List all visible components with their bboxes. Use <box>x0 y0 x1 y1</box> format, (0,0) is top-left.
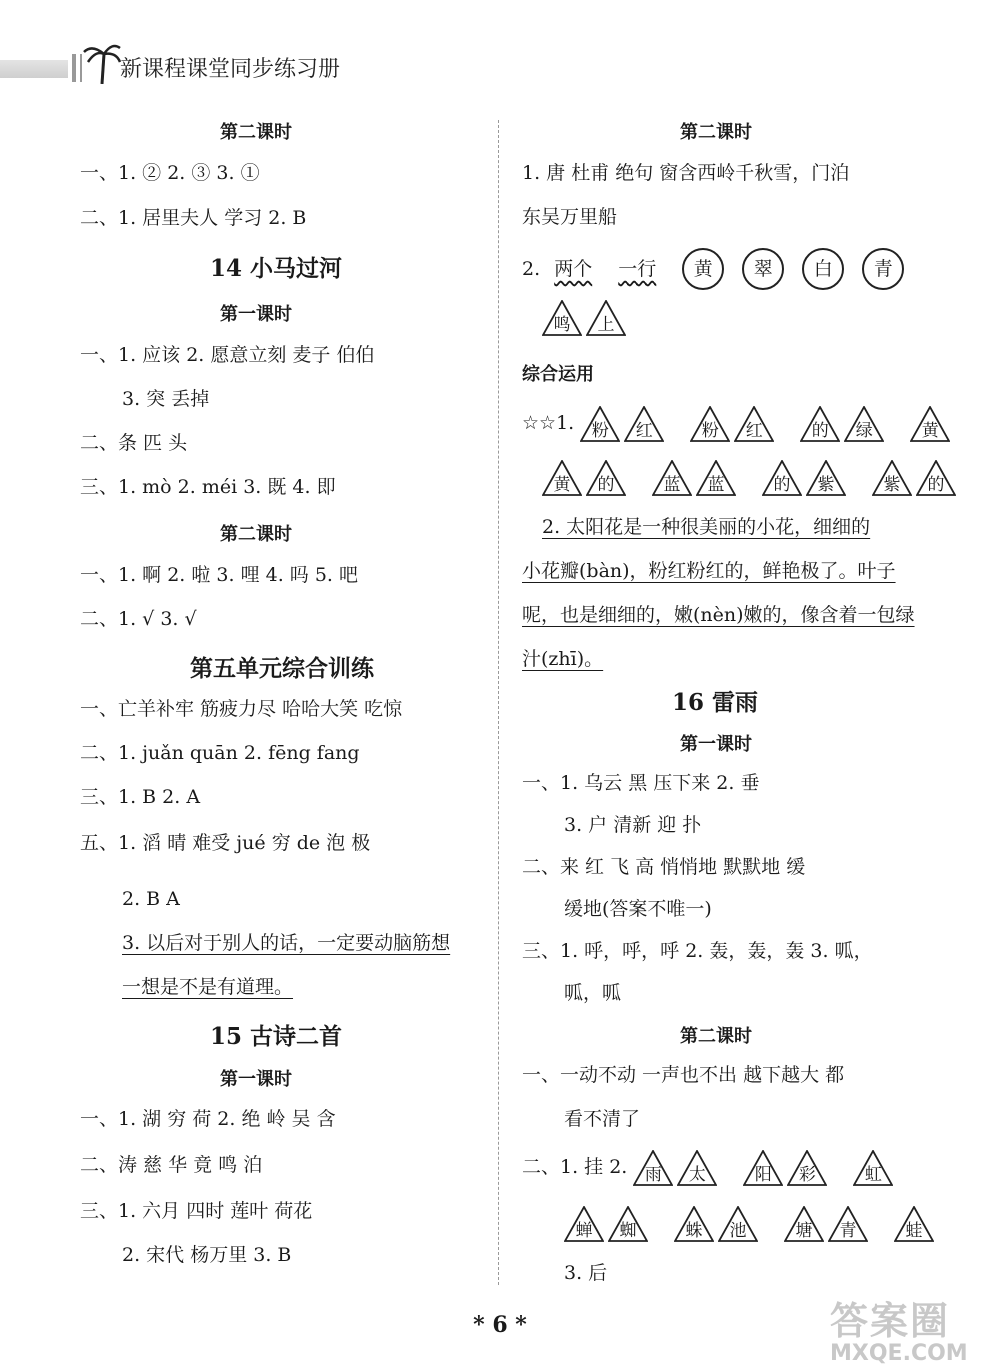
answer-row: 3. 以后对于别人的话，一定要动脑筋想 <box>122 932 451 954</box>
answer-row: 一、1. 啊 2. 啦 3. 哩 4. 吗 5. 吧 <box>80 564 358 586</box>
triangled-word: 虹 <box>864 1165 882 1185</box>
circled-word: 青 <box>862 248 904 290</box>
section-heading: 第二课时 <box>680 122 752 143</box>
answer-row: 3. 户 清新 迎 扑 <box>564 814 702 836</box>
sentence: 2. 太阳花是一种很美丽的小花，细细的 <box>542 516 871 538</box>
triangled-word: 蝉 <box>575 1221 593 1241</box>
answer-row: 三、1. mò 2. méi 3. 既 4. 即 <box>80 476 336 498</box>
triangle-box <box>894 1206 934 1242</box>
item-number: 二、1. 挂 2. <box>522 1156 628 1178</box>
answer-row: 二、1. juǎn quān 2. fēng fang <box>80 742 360 764</box>
triangle-box <box>633 1150 673 1186</box>
section-heading: 第一课时 <box>220 304 292 325</box>
answer-row: 汁(zhī)。 <box>522 648 604 670</box>
triangled-word: 黄 <box>921 421 939 441</box>
triangled-word: 粉 <box>591 421 609 441</box>
answer-row: 三、1. B 2. A <box>80 786 201 808</box>
triangled-word: 红 <box>745 421 763 441</box>
triangle-box <box>784 1206 824 1242</box>
word: 一行 <box>618 258 657 280</box>
section-heading: 第二课时 <box>220 122 292 143</box>
triangled-word: 黄 <box>553 475 571 495</box>
header-bar <box>0 60 68 78</box>
triangle-box <box>542 300 582 336</box>
section-heading: 综合运用 <box>522 364 594 385</box>
triangle-box <box>690 406 730 442</box>
triangled-word: 紫 <box>817 475 835 495</box>
header-rule <box>72 54 76 82</box>
circled-word: 翠 <box>742 248 784 290</box>
triangle-box <box>718 1206 758 1242</box>
answer-row: 呱，呱 <box>564 982 622 1004</box>
triangle-box <box>586 300 626 336</box>
triangle-box <box>564 1206 604 1242</box>
triangle-box <box>743 1150 783 1186</box>
item-number: ☆☆1. <box>522 412 575 434</box>
section-heading: 第一课时 <box>220 1069 292 1090</box>
triangled-words <box>542 306 652 335</box>
triangle-box <box>787 1150 827 1186</box>
triangle-box <box>674 1206 714 1242</box>
watermark-logo <box>830 1290 1000 1370</box>
answer-row: 缓地(答案不唯一) <box>564 898 712 920</box>
answer-row: 二、1. 居里夫人 学习 2. B <box>80 207 307 229</box>
triangle-box <box>608 1206 648 1242</box>
page-number: * 6 * <box>473 1312 527 1338</box>
answer-row: 二、条 匹 头 <box>80 432 188 454</box>
triangle-box <box>734 406 774 442</box>
triangle-box <box>677 1150 717 1186</box>
answer-row: 二、来 红 飞 高 悄悄地 默默地 缓 <box>522 856 806 878</box>
circled-word: 黄 <box>682 248 724 290</box>
triangle-box <box>844 406 884 442</box>
triangle-box <box>624 406 664 442</box>
triangled-word: 雨 <box>644 1165 662 1185</box>
triangle-box <box>806 460 846 496</box>
lesson-title: 15 古诗二首 <box>210 1023 343 1050</box>
triangled-word: 上 <box>597 315 615 335</box>
lesson-title: 14 小马过河 <box>210 255 343 282</box>
triangle-row <box>542 300 652 336</box>
answer-row: 一、1. ② 2. ③ 3. ① <box>80 162 260 184</box>
triangled-word: 彩 <box>798 1165 816 1185</box>
triangled-word: 蓝 <box>707 475 725 495</box>
triangle-box <box>872 460 912 496</box>
answer-row: 三、1. 六月 四时 莲叶 荷花 <box>80 1200 313 1222</box>
triangle-box <box>652 460 692 496</box>
triangle-box <box>762 460 802 496</box>
triangle-row <box>564 1206 938 1242</box>
triangle-box <box>586 460 626 496</box>
triangle-row <box>522 1150 897 1186</box>
answer-row: 3. 后 <box>564 1262 608 1284</box>
palm-tree-icon <box>82 40 122 84</box>
triangled-word: 蛙 <box>905 1221 923 1241</box>
triangled-word: 紫 <box>883 475 901 495</box>
circled-words <box>682 258 922 280</box>
word: 两个 <box>554 258 593 280</box>
triangle-box <box>580 406 620 442</box>
answer-row: 一想是不是有道理。 <box>122 976 294 998</box>
triangled-word: 的 <box>773 475 791 495</box>
answer-row <box>542 512 870 542</box>
answer-row: 五、1. 滔 晴 难受 jué 穷 de 泡 极 <box>80 832 371 854</box>
answer-row: 东吴万里船 <box>522 206 618 228</box>
triangled-word: 的 <box>811 421 829 441</box>
item-number: 2. <box>522 258 541 280</box>
answer-row: 一、1. 应该 2. 愿意立刻 麦子 伯伯 <box>80 344 375 366</box>
triangle-box <box>910 406 950 442</box>
triangled-words <box>564 1212 938 1241</box>
triangle-box <box>800 406 840 442</box>
watermark-text: 答案圈 <box>830 1299 951 1343</box>
triangle-box <box>542 460 582 496</box>
triangled-word: 的 <box>927 475 945 495</box>
unit-title: 第五单元综合训练 <box>190 655 374 682</box>
triangled-word: 蛛 <box>685 1221 703 1241</box>
triangled-words <box>633 1156 897 1185</box>
triangled-word: 蜘 <box>619 1221 637 1241</box>
triangled-word: 红 <box>635 421 653 441</box>
book-title: 新课程课堂同步练习册 <box>120 57 341 82</box>
answer-row: 1. 唐 杜甫 绝句 窗含西岭千秋雪，门泊 <box>522 162 850 184</box>
triangled-words <box>542 466 982 495</box>
answer-row: 2. B A <box>122 888 180 910</box>
triangled-word: 鸣 <box>553 315 571 335</box>
answer-row: 二、1. √ 3. √ <box>80 608 197 630</box>
answer-row: 一、1. 湖 穷 荷 2. 绝 岭 吴 含 <box>80 1108 336 1130</box>
section-heading: 第二课时 <box>220 524 292 545</box>
triangle-row <box>542 460 982 496</box>
triangled-word: 阳 <box>754 1165 772 1185</box>
circled-word: 白 <box>802 248 844 290</box>
answer-row: 三、1. 呼，呼，呼 2. 轰，轰，轰 3. 呱， <box>522 940 873 962</box>
section-heading: 第二课时 <box>680 1026 752 1047</box>
answer-row: 一、1. 乌云 黑 压下来 2. 垂 <box>522 772 760 794</box>
answer-row <box>522 248 922 290</box>
triangled-word: 池 <box>729 1221 747 1241</box>
answer-row: 3. 突 丢掉 <box>122 388 210 410</box>
triangled-word: 的 <box>597 475 615 495</box>
section-heading: 第一课时 <box>680 734 752 755</box>
triangled-word: 塘 <box>795 1221 813 1241</box>
triangled-word: 粉 <box>701 421 719 441</box>
answer-row: 2. 宋代 杨万里 3. B <box>122 1244 292 1266</box>
column-divider <box>498 120 499 1285</box>
answer-row: 一、亡羊补牢 筋疲力尽 哈哈大笑 吃惊 <box>80 698 403 720</box>
lesson-title: 16 雷雨 <box>672 689 759 716</box>
watermark-url: MXQE.COM <box>830 1341 968 1366</box>
triangle-box <box>853 1150 893 1186</box>
answer-row: 看不清了 <box>564 1108 641 1130</box>
triangle-box <box>696 460 736 496</box>
answer-row: 二、涛 慈 华 竟 鸣 泊 <box>80 1154 263 1176</box>
answer-row: 呢，也是细细的，嫩(nèn)嫩的，像含着一包绿 <box>522 604 915 626</box>
page-header <box>0 40 1000 100</box>
triangled-word: 蓝 <box>663 475 681 495</box>
triangled-word: 绿 <box>855 421 873 441</box>
triangle-row <box>522 406 954 442</box>
triangled-word: 青 <box>839 1221 857 1241</box>
triangle-box <box>916 460 956 496</box>
triangled-word: 太 <box>688 1165 706 1185</box>
answer-row: 一、一动不动 一声也不出 越下越大 都 <box>522 1064 845 1086</box>
triangle-box <box>828 1206 868 1242</box>
triangled-words <box>580 412 954 441</box>
answer-row: 小花瓣(bàn)，粉红粉红的，鲜艳极了。叶子 <box>522 560 896 582</box>
